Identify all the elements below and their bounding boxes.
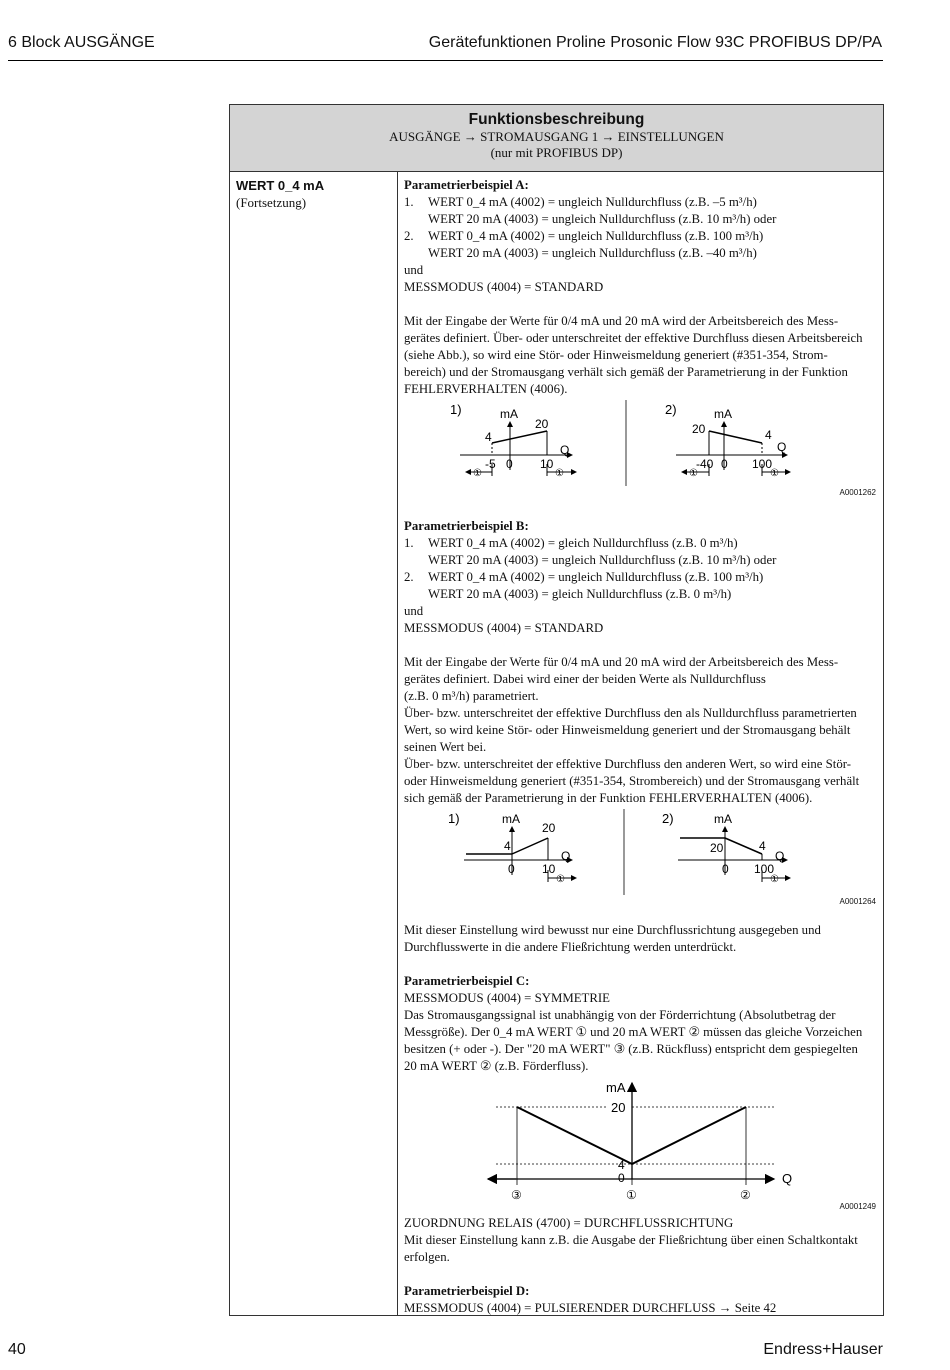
paragraph-line: oder Hinweismeldung generiert (#351-354, Strombereich) und der Stromausgang verhält <box>404 774 860 788</box>
header-chapter: 6 Block AUSGÄNGE <box>8 34 155 51</box>
tick-label: 20 <box>535 417 549 431</box>
header-title: Gerätefunktionen Proline Prosonic Flow 93C PROFIBUS DP/PA <box>428 34 882 51</box>
figure-label: 2) <box>665 402 677 417</box>
paragraph-line: Messgröße). Der 0_4 mA WERT ① und 20 mA WERT ② müssen das gleiche Vorzeichen <box>404 1025 863 1039</box>
figure-id: A0001249 <box>839 1202 876 1211</box>
paragraph-line: bereich) und der Stromausgang verhält sich gemäß der Parametrierung in der Funktion <box>404 365 848 379</box>
axis-unit-y: mA <box>714 407 732 421</box>
example-a-line: WERT 20 mA (4003) = ungleich Nulldurchfluss (z.B. 10 m³/h) oder <box>428 212 777 226</box>
range-marker: ① <box>473 468 482 479</box>
brand-name: Endress+Hauser <box>763 1341 883 1358</box>
tick-label: 10 <box>540 457 554 471</box>
range-marker: ① <box>689 468 698 479</box>
header-rule <box>8 60 883 61</box>
paragraph-line: Durchflusswerte in die andere Fließrichtung werden unterdrückt. <box>404 940 737 954</box>
tick-label: 20 <box>710 841 724 855</box>
range-marker: ① <box>555 468 564 479</box>
tick-label: -5 <box>485 457 496 471</box>
tick-label: -40 <box>696 457 714 471</box>
list-number: 1. <box>404 536 414 550</box>
figure-b-diagram <box>404 807 878 905</box>
paragraph-line: Über- bzw. unterschreitet der effektive Durchfluss den anderen Wert, so wird eine Stör- <box>404 757 852 771</box>
paragraph-line: Das Stromausgangssignal ist unabhängig von der Förderrichtung (Absolutbetrag der <box>404 1008 836 1022</box>
example-d-title: Parametrierbeispiel D: <box>404 1284 530 1298</box>
example-b-line: WERT 0_4 mA (4002) = ungleich Nulldurchfluss (z.B. 100 m³/h) <box>428 570 764 584</box>
paragraph-line: gerätes definiert. Dabei wird einer der beiden Werte als Nulldurchfluss <box>404 672 766 686</box>
tick-label: 100 <box>752 457 773 471</box>
list-number: 2. <box>404 570 414 584</box>
tick-label: 4 <box>765 428 772 442</box>
tick-label: 0 <box>506 457 513 471</box>
example-a-mode: MESSMODUS (4004) = STANDARD <box>404 280 604 294</box>
example-c-title: Parametrierbeispiel C: <box>404 974 530 988</box>
axis-unit-x: Q <box>775 849 785 863</box>
relay-mode: ZUORDNUNG RELAIS (4700) = DURCHFLUSSRICHTUNG <box>404 1216 734 1230</box>
paragraph-line: (z.B. 0 m³/h) parametriert. <box>404 689 539 703</box>
paragraph-line: (siehe Abb.), so wird eine Stör- oder Hinweismeldung generiert (#351-354, Strom- <box>404 348 828 362</box>
paragraph-line: Mit der Eingabe der Werte für 0/4 mA und 20 mA wird der Arbeitsbereich des Mess- <box>404 655 839 669</box>
list-number: 1. <box>404 195 414 209</box>
figure-a <box>404 398 878 501</box>
range-marker: ① <box>770 874 779 885</box>
table-title: Funktionsbeschreibung <box>468 111 645 128</box>
paragraph-line: Mit der Eingabe der Werte für 0/4 mA und 20 mA wird der Arbeitsbereich des Mess- <box>404 314 839 328</box>
axis-unit-y: mA <box>502 812 520 826</box>
axis-unit-x: Q <box>777 440 787 454</box>
tick-label: 20 <box>611 1100 626 1115</box>
figure-label: 1) <box>450 402 462 417</box>
table-path: AUSGÄNGE → STROMAUSGANG 1 → EINSTELLUNGEN <box>389 129 724 144</box>
paragraph-line: Wert, so wird keine Stör- oder Hinweismeldung generiert und der Stromausgang behält <box>404 723 851 737</box>
example-a-line: WERT 20 mA (4003) = ungleich Nulldurchfluss (z.B. –40 m³/h) <box>428 246 757 260</box>
figure-a-diagram <box>404 398 878 496</box>
tick-label: 20 <box>692 422 706 436</box>
tick-label: 20 <box>542 821 556 835</box>
figure-label: 2) <box>662 811 674 826</box>
table-note: (nur mit PROFIBUS DP) <box>490 145 623 160</box>
range-marker: ② <box>740 1188 751 1202</box>
figure-c <box>404 1075 878 1215</box>
paragraph-line: Mit dieser Einstellung kann z.B. die Ausgabe der Fließrichtung über einen Schaltkontakt <box>404 1233 858 1247</box>
figure-c-diagram <box>404 1075 878 1211</box>
axis-unit-y: mA <box>714 812 732 826</box>
tick-label: 0 <box>721 457 728 471</box>
tick-label: 100 <box>754 862 775 876</box>
axis-unit-y: mA <box>606 1080 626 1095</box>
example-b-line: WERT 20 mA (4003) = ungleich Nulldurchfluss (z.B. 10 m³/h) oder <box>428 553 777 567</box>
function-table <box>229 104 884 1316</box>
range-marker: ① <box>770 468 779 479</box>
function-name: WERT 0_4 mA <box>236 178 325 193</box>
function-continued: (Fortsetzung) <box>236 195 307 210</box>
function-column <box>236 177 324 211</box>
tick-label: 4 <box>618 1158 625 1172</box>
paragraph-line: gerätes definiert. Über- oder unterschreitet der effektive Durchfluss diesen Arbeitsbereich <box>404 331 863 345</box>
list-number: 2. <box>404 229 414 243</box>
example-b-title: Parametrierbeispiel B: <box>404 519 529 533</box>
axis-unit-x: Q <box>561 849 571 863</box>
axis-unit-y: mA <box>500 407 518 421</box>
example-a-title: Parametrierbeispiel A: <box>404 178 529 192</box>
range-marker: ① <box>556 874 565 885</box>
paragraph-line: Mit dieser Einstellung wird bewusst nur eine Durchflussrichtung ausgegeben und <box>404 923 821 937</box>
tick-label: 10 <box>542 862 556 876</box>
example-b-line: WERT 0_4 mA (4002) = gleich Nulldurchfluss (z.B. 0 m³/h) <box>428 536 738 550</box>
example-b-mode: MESSMODUS (4004) = STANDARD <box>404 621 604 635</box>
example-a-line: WERT 0_4 mA (4002) = ungleich Nulldurchfluss (z.B. 100 m³/h) <box>428 229 764 243</box>
tick-label: 0 <box>722 862 729 876</box>
figure-id: A0001264 <box>839 897 876 906</box>
example-b-line: WERT 20 mA (4003) = gleich Nulldurchfluss (z.B. 0 m³/h) <box>428 587 732 601</box>
paragraph-line: FEHLERVERHALTEN (4006). <box>404 382 568 396</box>
paragraph-line: erfolgen. <box>404 1250 450 1264</box>
conjunction: und <box>404 263 424 277</box>
axis-unit-x: Q <box>560 443 570 457</box>
range-marker: ③ <box>511 1188 522 1202</box>
figure-b <box>404 807 878 910</box>
tick-label: 4 <box>759 839 766 853</box>
paragraph-line: sich gemäß der Parametrierung in der Funktion FEHLERVERHALTEN (4006). <box>404 791 813 805</box>
example-c-mode: MESSMODUS (4004) = SYMMETRIE <box>404 991 610 1005</box>
example-d-mode: MESSMODUS (4004) = PULSIERENDER DURCHFLUSS → Seite 42 <box>404 1301 777 1315</box>
description-column <box>404 177 878 1317</box>
example-a-line: WERT 0_4 mA (4002) = ungleich Nulldurchfluss (z.B. –5 m³/h) <box>428 195 757 209</box>
conjunction: und <box>404 604 424 618</box>
tick-label: 0 <box>508 862 515 876</box>
column-divider <box>397 172 398 1315</box>
tick-label: 4 <box>504 839 511 853</box>
paragraph-line: seinen Wert bei. <box>404 740 487 754</box>
paragraph-line: besitzen (+ oder -). Der "20 mA WERT" ③ (z.B. Rückfluss) entspricht dem gespiegelten <box>404 1042 858 1056</box>
paragraph-line: 20 mA WERT ② (z.B. Förderfluss). <box>404 1059 589 1073</box>
axis-unit-x: Q <box>782 1171 793 1186</box>
page-number: 40 <box>8 1341 26 1358</box>
paragraph-line: Über- bzw. unterschreitet der effektive Durchfluss den als Nulldurchfluss parametrierten <box>404 706 857 720</box>
figure-id: A0001262 <box>839 488 876 497</box>
range-marker: ① <box>626 1188 637 1202</box>
tick-label: 4 <box>485 430 492 444</box>
tick-label: 0 <box>618 1171 625 1185</box>
table-header <box>230 105 883 172</box>
figure-label: 1) <box>448 811 460 826</box>
